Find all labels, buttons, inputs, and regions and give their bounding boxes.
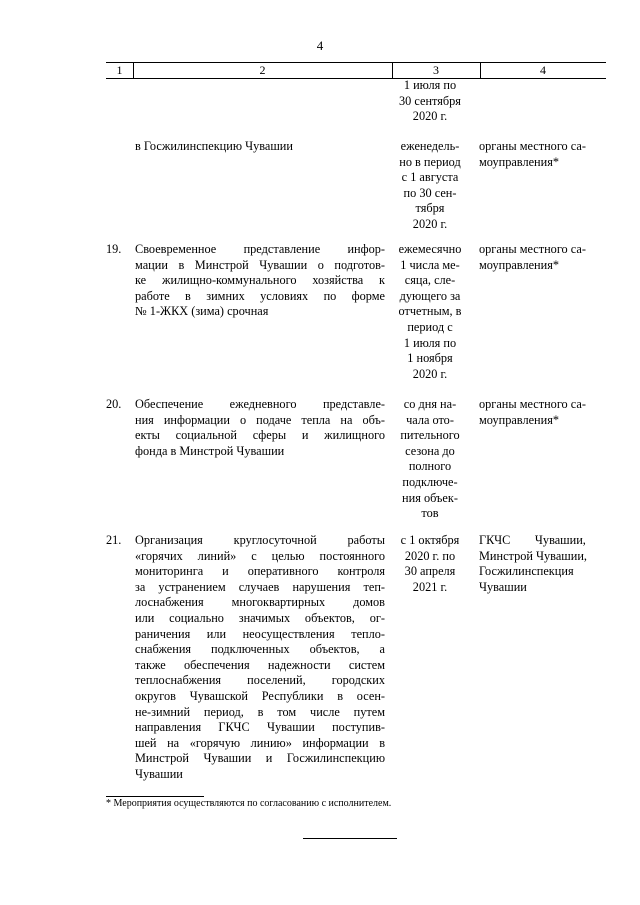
desc-line: Чувашии — [135, 766, 183, 781]
term-line: еженедель- — [400, 139, 460, 153]
header-col-1: 1 — [116, 63, 123, 77]
term-line: период с — [407, 319, 453, 334]
desc-line: ке жилищно-коммунального хозяйства к — [135, 273, 385, 288]
desc-line: работе в зимних условиях по форме — [135, 288, 385, 303]
exec-line: моуправления* — [479, 154, 560, 169]
desc-line: раничения или неосуществления тепло- — [135, 626, 385, 641]
row-number: 19. — [106, 242, 122, 256]
desc-line: «горячих линий» с целью постоянного — [135, 548, 385, 563]
exec-line: моуправления* — [479, 412, 560, 427]
row-number: 21. — [106, 533, 122, 547]
desc-line: шей на «горячую линию» информации в — [135, 735, 385, 750]
header-col-2: 2 — [259, 63, 266, 77]
desc-line: Обеспечение ежедневного представле- — [135, 397, 385, 411]
desc-line: мониторинга и оперативного контроля — [135, 564, 385, 579]
continued-term — [390, 78, 470, 125]
term-line: с 1 августа — [401, 170, 459, 185]
row-description — [135, 397, 385, 459]
row-description — [135, 533, 385, 783]
term-line: 2021 г. — [412, 579, 448, 594]
desc-line: также обеспечения надежности систем — [135, 657, 385, 672]
footnote-divider — [106, 796, 204, 797]
term-line: 1 ноября — [407, 351, 453, 366]
desc-line: № 1-ЖКХ (зима) срочная — [135, 304, 269, 319]
subrow-term — [390, 139, 470, 233]
header-col-4: 4 — [540, 63, 546, 77]
exec-line: органы местного са- — [479, 242, 586, 256]
exec-line: ГКЧС Чувашии, — [479, 533, 586, 547]
desc-line: фонда в Минстрой Чувашии — [135, 443, 285, 458]
term-line: 30 сентября — [399, 93, 461, 108]
desc-line: не-зимний период, в том числе путем — [135, 704, 385, 719]
exec-line: моуправления* — [479, 257, 560, 272]
term-line: отчетным, в — [398, 304, 462, 319]
term-line: тября — [415, 201, 445, 216]
desc-line: за устранением случаев нарушения теп- — [135, 579, 385, 594]
page-number: 4 — [316, 38, 324, 53]
desc-line: ния информации о подаче тепла на объ- — [135, 412, 385, 427]
term-line: но в период — [399, 154, 461, 169]
term-line: ния объек- — [402, 490, 458, 505]
end-divider — [303, 838, 397, 839]
row-term — [390, 242, 470, 382]
desc-line: екты социальной сферы и жилищного — [135, 428, 385, 443]
row-executor — [479, 242, 604, 273]
term-line: тов — [421, 506, 439, 521]
term-line: с 1 октября — [400, 533, 460, 547]
term-line: дующего за — [399, 288, 461, 303]
exec-line: органы местного са- — [479, 397, 586, 411]
term-line: по 30 сен- — [403, 185, 457, 200]
exec-line: Чувашии — [479, 579, 527, 594]
term-line: ежемесячно — [398, 242, 462, 256]
term-line: чала ото- — [406, 412, 454, 427]
term-line: со дня на- — [403, 397, 457, 411]
term-line: пительного — [400, 428, 460, 443]
desc-line: теплоснабжения поселений, городских — [135, 673, 385, 688]
subrow-executor — [479, 139, 604, 170]
desc-line: Минстрой Чувашии и Госжилинспекцию — [135, 751, 385, 766]
term-line: 1 июля по — [403, 78, 457, 92]
term-line: подключе- — [402, 474, 458, 489]
term-line: 30 апреля — [404, 564, 456, 579]
term-line: сяца, сле- — [404, 273, 456, 288]
desc-line: лоснабжения многоквартирных домов — [135, 595, 385, 610]
exec-line: Минстрой Чувашии, — [479, 548, 587, 563]
desc-line: в Госжилинспекцию Чувашии — [135, 139, 293, 153]
term-line: сезона до — [405, 443, 455, 458]
term-line: 2020 г. — [412, 109, 448, 124]
term-line: 1 июля по — [403, 335, 457, 350]
term-line: полного — [408, 459, 452, 474]
row-term — [390, 397, 470, 522]
desc-line: или социально значимых объектов, ог- — [135, 610, 385, 625]
header-col-3: 3 — [433, 63, 439, 77]
desc-line: снабжения подключенных объектов, а — [135, 642, 385, 657]
row-term — [390, 533, 470, 595]
row-executor — [479, 397, 604, 428]
table-header — [106, 62, 606, 79]
row-number: 20. — [106, 397, 122, 411]
exec-line: органы местного са- — [479, 139, 586, 153]
subrow-description — [135, 139, 385, 155]
row-description — [135, 242, 385, 320]
term-line: 2020 г. по — [404, 548, 456, 563]
desc-line: направления ГКЧС Чувашии поступив- — [135, 720, 385, 735]
term-line: 2020 г. — [412, 216, 448, 231]
term-line: 2020 г. — [412, 366, 448, 381]
row-executor — [479, 533, 604, 595]
desc-line: Организация круглосуточной работы — [135, 533, 385, 547]
desc-line: Своевременное представление инфор- — [135, 242, 385, 256]
desc-line: мации в Минстрой Чувашии о подготов- — [135, 257, 385, 272]
footnote: * Мероприятия осуществляются по согласованию с исполнителем. — [106, 798, 392, 809]
desc-line: округов Чувашской Республики в осен- — [135, 688, 385, 703]
term-line: 1 числа ме- — [400, 257, 460, 272]
exec-line: Госжилинспекция — [479, 564, 574, 579]
